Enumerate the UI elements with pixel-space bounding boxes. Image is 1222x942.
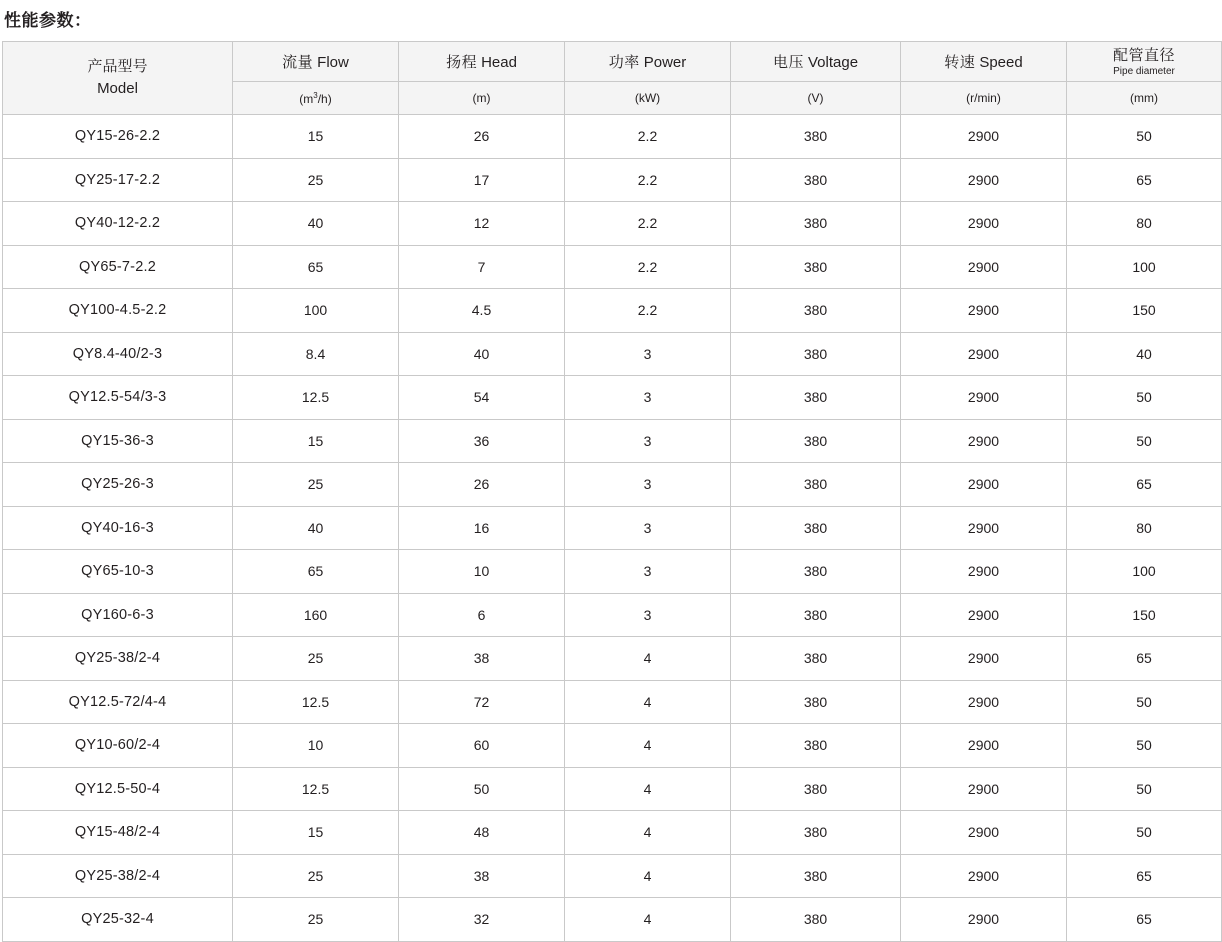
cell-voltage: 380 bbox=[731, 245, 901, 289]
cell-power: 4 bbox=[565, 680, 731, 724]
cell-voltage: 380 bbox=[731, 767, 901, 811]
cell-pipe-diameter: 65 bbox=[1067, 854, 1222, 898]
table-row bbox=[3, 898, 1222, 942]
cell-flow: 10 bbox=[233, 724, 399, 768]
cell-model: QY100-4.5-2.2 bbox=[3, 289, 233, 333]
column-header-power-en: Power bbox=[643, 54, 687, 71]
cell-pipe-diameter: 150 bbox=[1067, 289, 1222, 333]
table-row bbox=[3, 724, 1222, 768]
cell-head: 36 bbox=[399, 419, 565, 463]
column-header-head-cn: 扬程 bbox=[446, 54, 478, 71]
cell-voltage: 380 bbox=[731, 854, 901, 898]
column-header-speed bbox=[901, 42, 1067, 82]
cell-pipe-diameter: 50 bbox=[1067, 767, 1222, 811]
cell-head: 4.5 bbox=[399, 289, 565, 333]
cell-model: QY65-10-3 bbox=[3, 550, 233, 594]
cell-model: QY25-26-3 bbox=[3, 463, 233, 507]
cell-power: 4 bbox=[565, 898, 731, 942]
table-row bbox=[3, 419, 1222, 463]
table-row bbox=[3, 767, 1222, 811]
table-header-row-names bbox=[3, 42, 1222, 82]
column-header-head-en: Head bbox=[481, 54, 517, 71]
cell-flow: 12.5 bbox=[233, 767, 399, 811]
column-unit-flow-sup: 3 bbox=[313, 90, 318, 100]
table-row bbox=[3, 680, 1222, 724]
table-row bbox=[3, 550, 1222, 594]
cell-pipe-diameter: 65 bbox=[1067, 898, 1222, 942]
table-row bbox=[3, 506, 1222, 550]
cell-head: 38 bbox=[399, 637, 565, 681]
cell-speed: 2900 bbox=[901, 767, 1067, 811]
cell-speed: 2900 bbox=[901, 419, 1067, 463]
cell-model: QY15-36-3 bbox=[3, 419, 233, 463]
cell-speed: 2900 bbox=[901, 115, 1067, 159]
cell-power: 2.2 bbox=[565, 202, 731, 246]
table-body bbox=[3, 115, 1222, 942]
cell-voltage: 380 bbox=[731, 637, 901, 681]
cell-flow: 160 bbox=[233, 593, 399, 637]
cell-pipe-diameter: 50 bbox=[1067, 811, 1222, 855]
cell-power: 3 bbox=[565, 419, 731, 463]
cell-voltage: 380 bbox=[731, 289, 901, 333]
cell-speed: 2900 bbox=[901, 811, 1067, 855]
cell-flow: 25 bbox=[233, 854, 399, 898]
cell-voltage: 380 bbox=[731, 506, 901, 550]
cell-pipe-diameter: 50 bbox=[1067, 115, 1222, 159]
cell-power: 4 bbox=[565, 724, 731, 768]
cell-speed: 2900 bbox=[901, 550, 1067, 594]
cell-pipe-diameter: 100 bbox=[1067, 550, 1222, 594]
cell-flow: 25 bbox=[233, 898, 399, 942]
cell-model: QY12.5-50-4 bbox=[3, 767, 233, 811]
column-header-pipe-diameter-en: Pipe diameter bbox=[1113, 65, 1175, 77]
cell-power: 2.2 bbox=[565, 158, 731, 202]
cell-voltage: 380 bbox=[731, 202, 901, 246]
cell-pipe-diameter: 65 bbox=[1067, 637, 1222, 681]
cell-voltage: 380 bbox=[731, 158, 901, 202]
cell-flow: 65 bbox=[233, 550, 399, 594]
table-row bbox=[3, 593, 1222, 637]
cell-pipe-diameter: 65 bbox=[1067, 158, 1222, 202]
cell-pipe-diameter: 80 bbox=[1067, 506, 1222, 550]
cell-head: 54 bbox=[399, 376, 565, 420]
cell-model: QY25-38/2-4 bbox=[3, 854, 233, 898]
cell-model: QY40-12-2.2 bbox=[3, 202, 233, 246]
cell-power: 4 bbox=[565, 637, 731, 681]
cell-pipe-diameter: 50 bbox=[1067, 680, 1222, 724]
column-header-flow-cn: 流量 bbox=[282, 54, 314, 71]
column-header-model-cn: 产品型号 bbox=[87, 58, 148, 76]
cell-flow: 15 bbox=[233, 811, 399, 855]
cell-speed: 2900 bbox=[901, 289, 1067, 333]
column-header-voltage bbox=[731, 42, 901, 82]
cell-model: QY15-26-2.2 bbox=[3, 115, 233, 159]
cell-flow: 15 bbox=[233, 419, 399, 463]
column-header-speed-cn: 转速 bbox=[944, 54, 976, 71]
cell-head: 26 bbox=[399, 115, 565, 159]
cell-power: 3 bbox=[565, 550, 731, 594]
cell-head: 48 bbox=[399, 811, 565, 855]
cell-speed: 2900 bbox=[901, 158, 1067, 202]
column-unit-speed: (r/min) bbox=[901, 82, 1067, 115]
column-header-voltage-en: Voltage bbox=[807, 54, 859, 71]
cell-head: 32 bbox=[399, 898, 565, 942]
cell-model: QY40-16-3 bbox=[3, 506, 233, 550]
cell-head: 12 bbox=[399, 202, 565, 246]
cell-speed: 2900 bbox=[901, 332, 1067, 376]
cell-voltage: 380 bbox=[731, 550, 901, 594]
cell-voltage: 380 bbox=[731, 898, 901, 942]
cell-pipe-diameter: 50 bbox=[1067, 376, 1222, 420]
cell-pipe-diameter: 80 bbox=[1067, 202, 1222, 246]
column-header-head bbox=[399, 42, 565, 82]
cell-flow: 100 bbox=[233, 289, 399, 333]
column-header-flow-en: Flow bbox=[317, 54, 349, 71]
table-row bbox=[3, 245, 1222, 289]
cell-model: QY10-60/2-4 bbox=[3, 724, 233, 768]
cell-pipe-diameter: 50 bbox=[1067, 724, 1222, 768]
table-row bbox=[3, 202, 1222, 246]
cell-speed: 2900 bbox=[901, 376, 1067, 420]
column-header-flow bbox=[233, 42, 399, 82]
cell-power: 3 bbox=[565, 463, 731, 507]
cell-model: QY12.5-72/4-4 bbox=[3, 680, 233, 724]
column-unit-voltage: (V) bbox=[731, 82, 901, 115]
cell-voltage: 380 bbox=[731, 811, 901, 855]
cell-speed: 2900 bbox=[901, 680, 1067, 724]
cell-flow: 25 bbox=[233, 463, 399, 507]
cell-voltage: 380 bbox=[731, 332, 901, 376]
column-header-power bbox=[565, 42, 731, 82]
cell-pipe-diameter: 40 bbox=[1067, 332, 1222, 376]
cell-power: 4 bbox=[565, 811, 731, 855]
column-header-speed-en: Speed bbox=[979, 54, 1023, 71]
table-row bbox=[3, 811, 1222, 855]
table-header bbox=[3, 42, 1222, 115]
table-row bbox=[3, 463, 1222, 507]
cell-model: QY15-48/2-4 bbox=[3, 811, 233, 855]
column-unit-head: (m) bbox=[399, 82, 565, 115]
cell-model: QY12.5-54/3-3 bbox=[3, 376, 233, 420]
column-unit-flow-pre: (m bbox=[299, 91, 314, 106]
cell-flow: 25 bbox=[233, 158, 399, 202]
cell-voltage: 380 bbox=[731, 115, 901, 159]
cell-power: 2.2 bbox=[565, 115, 731, 159]
table-row bbox=[3, 376, 1222, 420]
column-header-power-cn: 功率 bbox=[608, 54, 640, 71]
cell-head: 38 bbox=[399, 854, 565, 898]
cell-flow: 40 bbox=[233, 506, 399, 550]
column-header-voltage-cn: 电压 bbox=[772, 54, 804, 71]
cell-flow: 65 bbox=[233, 245, 399, 289]
cell-speed: 2900 bbox=[901, 898, 1067, 942]
cell-speed: 2900 bbox=[901, 506, 1067, 550]
cell-head: 60 bbox=[399, 724, 565, 768]
cell-pipe-diameter: 50 bbox=[1067, 419, 1222, 463]
table-row bbox=[3, 854, 1222, 898]
cell-voltage: 380 bbox=[731, 463, 901, 507]
table-row bbox=[3, 158, 1222, 202]
cell-speed: 2900 bbox=[901, 202, 1067, 246]
cell-speed: 2900 bbox=[901, 593, 1067, 637]
page-title: 性能参数： bbox=[4, 11, 92, 30]
cell-pipe-diameter: 65 bbox=[1067, 463, 1222, 507]
cell-flow: 12.5 bbox=[233, 680, 399, 724]
cell-model: QY8.4-40/2-3 bbox=[3, 332, 233, 376]
cell-power: 3 bbox=[565, 332, 731, 376]
cell-power: 2.2 bbox=[565, 289, 731, 333]
cell-head: 26 bbox=[399, 463, 565, 507]
table-row bbox=[3, 289, 1222, 333]
cell-power: 3 bbox=[565, 593, 731, 637]
cell-speed: 2900 bbox=[901, 854, 1067, 898]
cell-head: 16 bbox=[399, 506, 565, 550]
cell-pipe-diameter: 100 bbox=[1067, 245, 1222, 289]
cell-power: 4 bbox=[565, 767, 731, 811]
cell-speed: 2900 bbox=[901, 463, 1067, 507]
performance-parameters-table bbox=[2, 41, 1222, 942]
cell-speed: 2900 bbox=[901, 724, 1067, 768]
cell-flow: 8.4 bbox=[233, 332, 399, 376]
cell-model: QY65-7-2.2 bbox=[3, 245, 233, 289]
cell-model: QY25-17-2.2 bbox=[3, 158, 233, 202]
column-unit-flow bbox=[233, 82, 399, 115]
cell-voltage: 380 bbox=[731, 376, 901, 420]
cell-flow: 12.5 bbox=[233, 376, 399, 420]
cell-model: QY25-32-4 bbox=[3, 898, 233, 942]
column-header-model-en: Model bbox=[97, 80, 138, 97]
cell-head: 50 bbox=[399, 767, 565, 811]
column-unit-power: (kW) bbox=[565, 82, 731, 115]
cell-voltage: 380 bbox=[731, 593, 901, 637]
cell-speed: 2900 bbox=[901, 637, 1067, 681]
cell-flow: 15 bbox=[233, 115, 399, 159]
cell-head: 17 bbox=[399, 158, 565, 202]
cell-head: 7 bbox=[399, 245, 565, 289]
cell-voltage: 380 bbox=[731, 419, 901, 463]
cell-flow: 40 bbox=[233, 202, 399, 246]
column-unit-pipe-diameter: (mm) bbox=[1067, 82, 1222, 115]
table-row bbox=[3, 332, 1222, 376]
cell-speed: 2900 bbox=[901, 245, 1067, 289]
cell-model: QY25-38/2-4 bbox=[3, 637, 233, 681]
cell-power: 4 bbox=[565, 854, 731, 898]
cell-head: 40 bbox=[399, 332, 565, 376]
column-header-pipe-diameter-cn: 配管直径 bbox=[1112, 46, 1175, 64]
cell-head: 6 bbox=[399, 593, 565, 637]
column-header-pipe-diameter bbox=[1067, 42, 1222, 82]
cell-voltage: 380 bbox=[731, 680, 901, 724]
column-header-model bbox=[3, 42, 233, 115]
cell-head: 10 bbox=[399, 550, 565, 594]
cell-voltage: 380 bbox=[731, 724, 901, 768]
cell-model: QY160-6-3 bbox=[3, 593, 233, 637]
cell-pipe-diameter: 150 bbox=[1067, 593, 1222, 637]
cell-flow: 25 bbox=[233, 637, 399, 681]
table-row bbox=[3, 637, 1222, 681]
column-unit-flow-post: /h) bbox=[317, 91, 332, 106]
cell-power: 3 bbox=[565, 376, 731, 420]
cell-power: 2.2 bbox=[565, 245, 731, 289]
cell-head: 72 bbox=[399, 680, 565, 724]
cell-power: 3 bbox=[565, 506, 731, 550]
table-row bbox=[3, 115, 1222, 159]
